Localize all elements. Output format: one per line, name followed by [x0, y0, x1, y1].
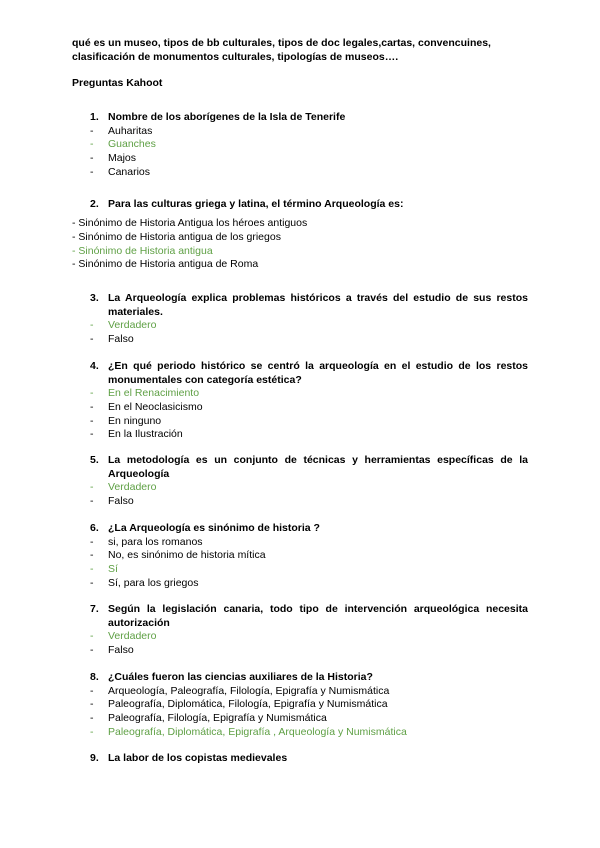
- question-number: 5.: [90, 454, 99, 466]
- answer-option: - Auharitas: [90, 124, 153, 137]
- answer-option: - Sí, para los griegos: [90, 576, 199, 589]
- answer-option: - si, para los romanos: [90, 535, 203, 548]
- question-2: [90, 198, 528, 212]
- question-number: 1.: [90, 111, 99, 123]
- section-title: Preguntas Kahoot: [72, 77, 163, 89]
- answer-option-correct: - Sí: [90, 563, 118, 576]
- question-text: La Arqueología explica problemas históricos a través del estudio de sus restos materiales.: [108, 292, 528, 318]
- question-number: 4.: [90, 360, 99, 372]
- question-8: [90, 671, 528, 740]
- question-2-options: [72, 217, 307, 272]
- answer-option: - Sinónimo de Historia antigua de los griegos: [72, 230, 281, 243]
- answer-option: - Paleografía, Filología, Epigrafía y Numismática: [90, 712, 327, 725]
- question-text: ¿La Arqueología es sinónimo de historia ?: [108, 522, 320, 534]
- question-1: [90, 111, 528, 180]
- question-number: 2.: [90, 198, 99, 210]
- answer-option-correct: - Verdadero: [90, 319, 157, 331]
- question-9: [90, 752, 528, 766]
- intro-text: qué es un museo, tipos de bb culturales, tipos de doc legales,cartas, convencuines, clasificación de monumentos culturales, tipologías de museos….: [72, 37, 491, 63]
- answer-option: - Canarios: [90, 165, 151, 178]
- answer-option-correct: - Verdadero: [90, 630, 157, 642]
- question-7: [90, 603, 528, 658]
- question-text: ¿En qué periodo histórico se centró la arqueología en el estudio de los restos monumentales con categoría estética?: [108, 360, 528, 386]
- answer-option: - Arqueología, Paleografía, Filología, Epigrafía y Numismática: [90, 684, 390, 697]
- answer-option: - En la Ilustración: [90, 428, 183, 441]
- question-number: 8.: [90, 671, 99, 683]
- question-6: [90, 522, 528, 591]
- question-5: [90, 454, 528, 509]
- question-text: La metodología es un conjunto de técnicas y herramientas específicas de la Arqueología: [108, 454, 528, 480]
- answer-option-correct: - Guanches: [90, 138, 156, 151]
- answer-option-correct: - Paleografía, Diplomática, Epigrafía , Arqueología y Numismática: [90, 725, 407, 738]
- question-number: 9.: [90, 752, 99, 764]
- answer-option: - Paleografía, Diplomática, Filología, Epigrafía y Numismática: [90, 698, 388, 711]
- question-3: [90, 292, 528, 347]
- answer-option: - Sinónimo de Historia Antigua los héroes antiguos: [72, 217, 308, 229]
- answer-option-correct: - En el Renacimiento: [90, 387, 200, 399]
- answer-option: - Falso: [90, 332, 134, 345]
- question-number: 6.: [90, 522, 99, 534]
- answer-option: - Sinónimo de Historia antigua de Roma: [72, 258, 259, 271]
- question-text: Según la legislación canaria, todo tipo de intervención arqueológica necesita autorización: [108, 603, 528, 629]
- question-number: 3.: [90, 292, 99, 304]
- answer-option-correct: - Sinónimo de Historia antigua: [72, 244, 213, 257]
- question-text: Para las culturas griega y latina, el término Arqueología es:: [108, 198, 404, 210]
- answer-option: - Majos: [90, 152, 137, 165]
- answer-option: - No, es sinónimo de historia mítica: [90, 549, 266, 562]
- answer-option: - En ninguno: [90, 414, 162, 427]
- question-4: [90, 360, 528, 442]
- question-text: La labor de los copistas medievales: [108, 752, 288, 764]
- answer-option: - En el Neoclasicismo: [90, 400, 203, 413]
- answer-option-correct: - Verdadero: [90, 481, 157, 493]
- answer-option: - Falso: [90, 494, 134, 507]
- question-text: Nombre de los aborígenes de la Isla de Tenerife: [108, 111, 346, 123]
- question-text: ¿Cuáles fueron las ciencias auxiliares de la Historia?: [108, 671, 373, 683]
- answer-option: - Falso: [90, 643, 134, 656]
- question-number: 7.: [90, 603, 99, 615]
